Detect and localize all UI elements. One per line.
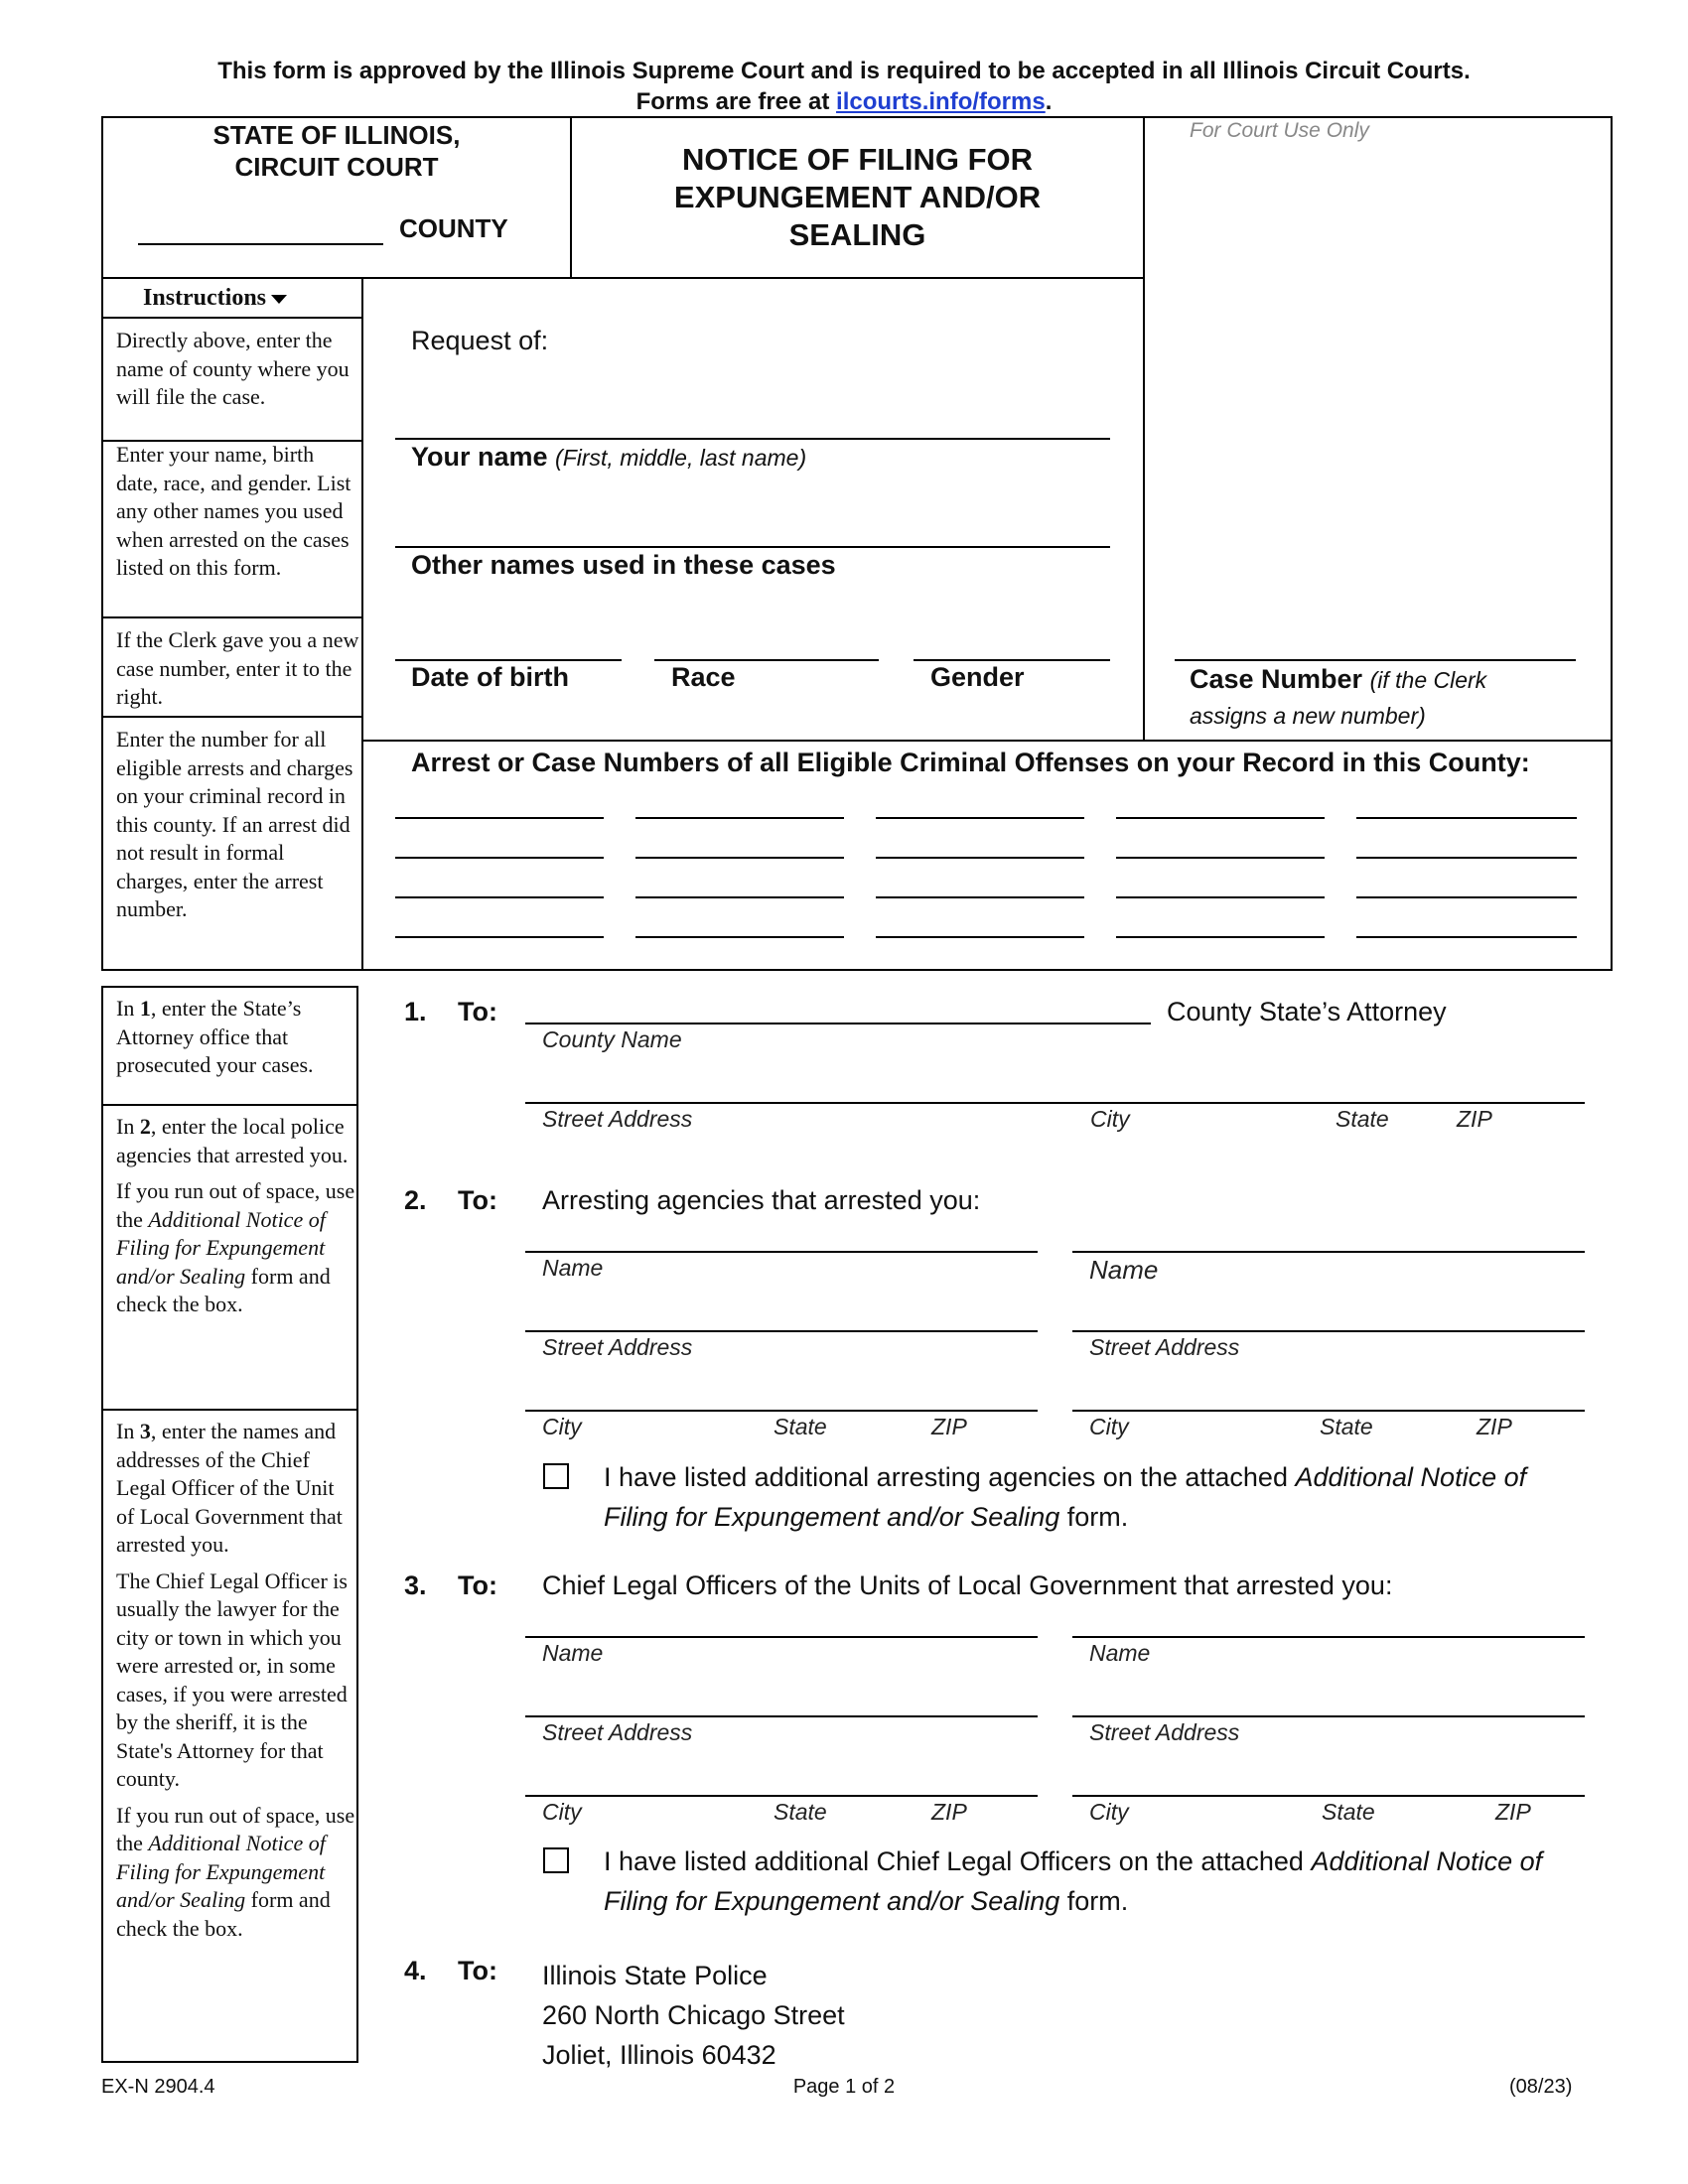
clo-2-name-line[interactable]	[1072, 1636, 1585, 1638]
case-number-label	[1190, 662, 1486, 734]
s1-a: In	[116, 996, 140, 1021]
clo-2-name-label: Name	[1089, 1640, 1151, 1666]
section-2-to: To:	[458, 1185, 497, 1215]
s3-num: 3	[139, 1419, 151, 1443]
forms-prefix: Forms are free at	[635, 88, 837, 115]
agency-2-name-line[interactable]	[1072, 1251, 1585, 1253]
agency-2-street-line[interactable]	[1072, 1330, 1585, 1332]
agency-1-zip-label: ZIP	[931, 1414, 967, 1439]
arrest-number-line[interactable]	[635, 817, 844, 819]
arrest-number-line[interactable]	[1356, 817, 1577, 819]
title-line-1: NOTICE OF FILING FOR	[681, 142, 1034, 177]
s2-p2	[116, 1177, 357, 1319]
s2-p2-a: If you run out of space, use the	[116, 1178, 355, 1232]
s3-b: , enter the names and addresses of the Chief Legal Officer of the Unit of Local Government that arrested you.	[116, 1419, 343, 1557]
name-input-line[interactable]	[395, 438, 1110, 440]
arrest-number-line[interactable]	[635, 857, 844, 859]
s3-cb-it2: Filing for Expungement and/or Sealing	[604, 1886, 1060, 1916]
arrest-number-line[interactable]	[395, 857, 604, 859]
case-number-hint-2: assigns a new number)	[1190, 703, 1426, 729]
revision-date: (08/23)	[1509, 2076, 1573, 2098]
s1-num: 1	[139, 996, 151, 1021]
court-heading	[103, 119, 570, 183]
divider	[361, 740, 1613, 742]
triangle-down-icon	[271, 295, 287, 304]
race-input-line[interactable]	[654, 659, 879, 661]
page-number: Page 1 of 2	[792, 2076, 896, 2098]
sa-city-label: City	[1090, 1106, 1130, 1132]
arrest-number-line[interactable]	[1356, 936, 1577, 938]
arrest-number-line[interactable]	[1116, 857, 1325, 859]
clo-1-zip-label: ZIP	[931, 1799, 967, 1825]
arrest-number-line[interactable]	[395, 817, 604, 819]
county-input-line[interactable]	[138, 243, 383, 245]
arrest-number-line[interactable]	[1356, 857, 1577, 859]
arrest-number-line[interactable]	[395, 936, 604, 938]
agency-2-zip-label: ZIP	[1477, 1414, 1512, 1439]
dob-input-line[interactable]	[395, 659, 622, 661]
agency-1-name-label: Name	[542, 1255, 604, 1281]
section-4-to: To:	[458, 1956, 497, 1985]
agency-1-state-label: State	[774, 1414, 827, 1439]
s3-p3-a: If you run out of space, use the	[116, 1802, 355, 1855]
clo-1-city-line[interactable]	[525, 1795, 1038, 1797]
form-id: EX-N 2904.4	[101, 2076, 215, 2098]
section-3-number: 3.	[404, 1570, 427, 1600]
isp-street: 260 North Chicago Street	[542, 2000, 845, 2030]
divider	[101, 616, 361, 618]
s2-p1	[116, 1113, 357, 1169]
arrest-number-line[interactable]	[395, 896, 604, 898]
section-3-to: To:	[458, 1570, 497, 1600]
divider	[1143, 116, 1145, 741]
clo-1-state-label: State	[774, 1799, 827, 1825]
clo-2-city-line[interactable]	[1072, 1795, 1585, 1797]
s3-cb-a: I have listed additional Chief Legal Officers on the attached	[604, 1846, 1312, 1876]
clo-1-street-line[interactable]	[525, 1715, 1038, 1717]
gender-label: Gender	[930, 662, 1025, 692]
clo-1-city-label: City	[542, 1799, 582, 1825]
clo-1-name-label: Name	[542, 1640, 604, 1666]
agency-2-city-line[interactable]	[1072, 1410, 1585, 1412]
case-number-hint-1: (if the Clerk	[1369, 667, 1487, 693]
instruction-section-1	[116, 995, 357, 1080]
approval-notice: This form is approved by the Illinois Supreme Court and is required to be accepted in all Illinois Circuit Courts.	[217, 58, 1471, 84]
county-label: COUNTY	[399, 213, 508, 243]
s3-p1	[116, 1418, 357, 1560]
section-1-to: To:	[458, 997, 497, 1026]
divider	[101, 317, 361, 319]
circuit-label: CIRCUIT COURT	[234, 152, 439, 182]
agency-2-name-label: Name	[1089, 1255, 1159, 1285]
court-use-label: For Court Use Only	[1190, 119, 1369, 142]
your-name-text: Your name	[411, 442, 548, 472]
divider	[101, 1104, 358, 1106]
s2-cb-a: I have listed additional arresting agencies on the attached	[604, 1462, 1296, 1492]
form-title	[572, 141, 1143, 254]
clo-2-street-line[interactable]	[1072, 1715, 1585, 1717]
clo-2-street-label: Street Address	[1089, 1719, 1240, 1745]
instruction-case-number: If the Clerk gave you a new case number, enter it to the right.	[116, 627, 359, 709]
title-line-2: EXPUNGEMENT AND/OR	[673, 180, 1042, 214]
s2-num: 2	[139, 1114, 151, 1139]
other-names-label: Other names used in these cases	[411, 550, 836, 580]
s2-cb-b: form.	[1059, 1502, 1129, 1532]
title-line-3: SEALING	[788, 217, 926, 252]
additional-clo-text	[604, 1842, 1597, 1921]
s3-p3-it: Additional Notice of Filing for Expungement and/or Sealing	[116, 1831, 326, 1912]
county-name-label: County Name	[542, 1026, 682, 1052]
ilcourts-link[interactable]: ilcourts.info/forms	[836, 88, 1046, 115]
agency-1-street-label: Street Address	[542, 1334, 693, 1360]
dob-label: Date of birth	[411, 662, 569, 692]
agency-2-street-label: Street Address	[1089, 1334, 1240, 1360]
case-number-text: Case Number	[1190, 664, 1363, 694]
s3-cb-it1: Additional Notice of	[1311, 1846, 1543, 1876]
isp-city: Joliet, Illinois 60432	[542, 2040, 776, 2070]
county-name-input-line[interactable]	[525, 1023, 1151, 1024]
agency-1-street-line[interactable]	[525, 1330, 1038, 1332]
s2-a: In	[116, 1114, 140, 1139]
sa-state-label: State	[1336, 1106, 1389, 1132]
clo-1-name-line[interactable]	[525, 1636, 1038, 1638]
clo-2-zip-label: ZIP	[1495, 1799, 1531, 1825]
s3-p3-b: form and check the box.	[116, 1887, 331, 1941]
additional-clo-checkbox[interactable]	[543, 1847, 569, 1873]
agency-1-city-label: City	[542, 1414, 582, 1439]
race-label: Race	[671, 662, 736, 692]
agency-2-city-label: City	[1089, 1414, 1129, 1439]
section-2-desc: Arresting agencies that arrested you:	[542, 1185, 981, 1215]
your-name-hint: (First, middle, last name)	[555, 445, 807, 471]
arrest-number-line[interactable]	[876, 817, 1084, 819]
instruction-section-2	[116, 1113, 357, 1327]
forms-notice	[0, 88, 1688, 116]
forms-suffix: .	[1045, 88, 1053, 115]
arrest-number-line[interactable]	[1356, 896, 1577, 898]
s3-a: In	[116, 1419, 140, 1443]
arrest-heading: Arrest or Case Numbers of all Eligible Criminal Offenses on your Record in this County:	[411, 748, 1530, 777]
gender-input-line[interactable]	[914, 659, 1110, 661]
sa-zip-label: ZIP	[1457, 1106, 1492, 1132]
instruction-arrests: Enter the number for all eligible arrests and charges on your criminal record in this county. If an arrest did not result in formal charges, enter the arrest number.	[116, 727, 353, 921]
s2-b: , enter the local police agencies that arrested you.	[116, 1114, 349, 1167]
instructions-header	[143, 285, 287, 312]
divider	[361, 277, 363, 971]
state-label: STATE OF ILLINOIS,	[212, 120, 461, 150]
arrest-number-line[interactable]	[1116, 817, 1325, 819]
your-name-label	[411, 442, 806, 473]
instruction-section-3	[116, 1418, 357, 1951]
divider	[101, 277, 1144, 279]
arrest-number-line[interactable]	[876, 857, 1084, 859]
divider	[101, 716, 361, 718]
sa-address-input-line[interactable]	[525, 1102, 1585, 1104]
s1-b: , enter the State’s Attorney office that prosecuted your cases.	[116, 996, 314, 1077]
arrest-number-line[interactable]	[876, 896, 1084, 898]
section-4-number: 4.	[404, 1956, 427, 1985]
clo-1-street-label: Street Address	[542, 1719, 693, 1745]
section-3-desc: Chief Legal Officers of the Units of Local Government that arrested you:	[542, 1570, 1393, 1600]
case-number-input-line[interactable]	[1175, 659, 1576, 661]
county-states-attorney: County State’s Attorney	[1167, 997, 1447, 1026]
sa-street-label: Street Address	[542, 1106, 693, 1132]
agency-1-name-line[interactable]	[525, 1251, 1038, 1253]
section-2-number: 2.	[404, 1185, 427, 1215]
arrest-number-line[interactable]	[635, 896, 844, 898]
section-1-number: 1.	[404, 997, 427, 1026]
arrest-number-line[interactable]	[876, 936, 1084, 938]
arrest-number-line[interactable]	[1116, 896, 1325, 898]
divider	[101, 1409, 358, 1411]
instruction-county: Directly above, enter the name of county where you will file the case.	[116, 328, 350, 409]
s3-cb-b: form.	[1059, 1886, 1129, 1916]
arrest-number-line[interactable]	[1116, 936, 1325, 938]
additional-agencies-checkbox[interactable]	[543, 1463, 569, 1489]
clo-2-city-label: City	[1089, 1799, 1129, 1825]
isp-name: Illinois State Police	[542, 1961, 768, 1990]
agency-2-state-label: State	[1320, 1414, 1373, 1439]
isp-address	[542, 1956, 845, 2075]
additional-agencies-text	[604, 1457, 1597, 1537]
s3-p2: The Chief Legal Officer is usually the lawyer for the city or town in which you were arrested or, in some cases, if you were arrested by the sheriff, it is the State's Attorney for that county.	[116, 1568, 348, 1791]
s2-p2-b: form and check the box.	[116, 1263, 331, 1316]
clo-2-state-label: State	[1322, 1799, 1375, 1825]
s3-p3	[116, 1802, 357, 1944]
s2-cb-it2: Filing for Expungement and/or Sealing	[604, 1502, 1060, 1532]
other-names-input-line[interactable]	[395, 546, 1110, 548]
s2-cb-it1: Additional Notice of	[1295, 1462, 1527, 1492]
instruction-name: Enter your name, birth date, race, and gender. List any other names you used when arrested on the cases listed on this form.	[116, 442, 352, 580]
instructions-header-label: Instructions	[143, 285, 267, 311]
agency-1-city-line[interactable]	[525, 1410, 1038, 1412]
request-of-label: Request of:	[411, 326, 549, 355]
arrest-number-line[interactable]	[635, 936, 844, 938]
s2-p2-it: Additional Notice of Filing for Expungement and/or Sealing	[116, 1206, 326, 1289]
